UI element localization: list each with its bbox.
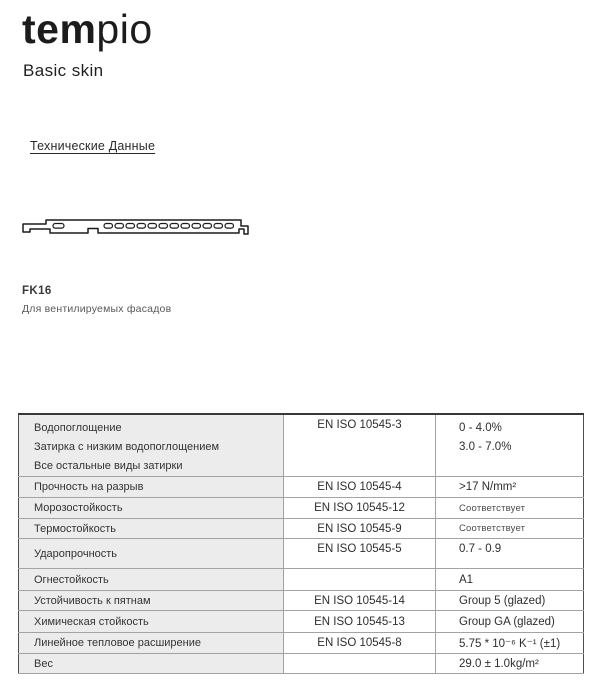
spec-property-cell: Линейное тепловое расширение xyxy=(19,633,284,654)
spec-value-cell: Соответствует xyxy=(436,519,584,539)
spec-standard-cell: EN ISO 10545-9 xyxy=(284,519,436,539)
spec-table-body xyxy=(19,414,584,674)
table-row xyxy=(19,519,584,539)
table-row xyxy=(19,569,584,591)
spec-standard-cell xyxy=(284,654,436,674)
brand-logo-light-part: pio xyxy=(96,6,153,52)
spec-value-cell: >17 N/mm² xyxy=(436,477,584,498)
spec-value-cell xyxy=(436,414,584,477)
table-row xyxy=(19,414,584,477)
spec-standard-cell: EN ISO 10545-14 xyxy=(284,591,436,611)
panel-cross-section-drawing xyxy=(20,212,252,244)
spec-property-cell: Прочность на разрыв xyxy=(19,477,284,498)
spec-property-cell: Огнестойкость xyxy=(19,569,284,591)
spec-value-cell: Соответствует xyxy=(436,498,584,519)
spec-value-line: 0 - 4.0% xyxy=(459,422,502,434)
spec-standard-cell: EN ISO 10545-12 xyxy=(284,498,436,519)
product-code: FK16 xyxy=(22,285,52,297)
spec-standard-cell: EN ISO 10545-5 xyxy=(284,539,436,569)
spec-property-cell: Термостойкость xyxy=(19,519,284,539)
spec-standard-cell: EN ISO 10545-13 xyxy=(284,611,436,633)
table-row xyxy=(19,611,584,633)
spec-value-cell: Group 5 (glazed) xyxy=(436,591,584,611)
spec-standard-cell: EN ISO 10545-4 xyxy=(284,477,436,498)
table-row xyxy=(19,539,584,569)
spec-property-line: Водопоглощение xyxy=(34,422,122,434)
spec-property-cell: Химическая стойкость xyxy=(19,611,284,633)
spec-property-line: Все остальные виды затирки xyxy=(34,460,183,472)
table-row xyxy=(19,498,584,519)
product-line-title: Basic skin xyxy=(23,61,104,80)
spec-value-line: 3.0 - 7.0% xyxy=(459,441,512,453)
table-row xyxy=(19,591,584,611)
brand-logo-bold-part: tem xyxy=(22,6,97,52)
spec-value-cell: A1 xyxy=(436,569,584,591)
table-row xyxy=(19,477,584,498)
technical-spec-table xyxy=(18,413,584,674)
table-row xyxy=(19,633,584,654)
technical-data-heading: Технические Данные xyxy=(30,139,156,153)
spec-standard-cell: EN ISO 10545-8 xyxy=(284,633,436,654)
spec-property-cell: Устойчивость к пятнам xyxy=(19,591,284,611)
spec-value-cell: 5.75 * 10⁻⁶ K⁻¹ (±1) xyxy=(436,633,584,654)
panel-profile-icon xyxy=(20,212,252,244)
spec-property-cell: Морозостойкость xyxy=(19,498,284,519)
spec-property-cell: Вес xyxy=(19,654,284,674)
table-row xyxy=(19,654,584,674)
spec-property-cell xyxy=(19,414,284,477)
spec-value-cell: 0.7 - 0.9 xyxy=(436,539,584,569)
spec-value-cell: Group GA (glazed) xyxy=(436,611,584,633)
spec-property-line: Затирка с низким водопоглощением xyxy=(34,441,220,453)
spec-standard-cell xyxy=(284,569,436,591)
brand-logo xyxy=(22,6,153,53)
spec-value-cell: 29.0 ± 1.0kg/m² xyxy=(436,654,584,674)
spec-property-cell: Ударопрочность xyxy=(19,539,284,569)
spec-standard-cell: EN ISO 10545-3 xyxy=(284,414,436,477)
product-description: Для вентилируемых фасадов xyxy=(22,303,172,315)
